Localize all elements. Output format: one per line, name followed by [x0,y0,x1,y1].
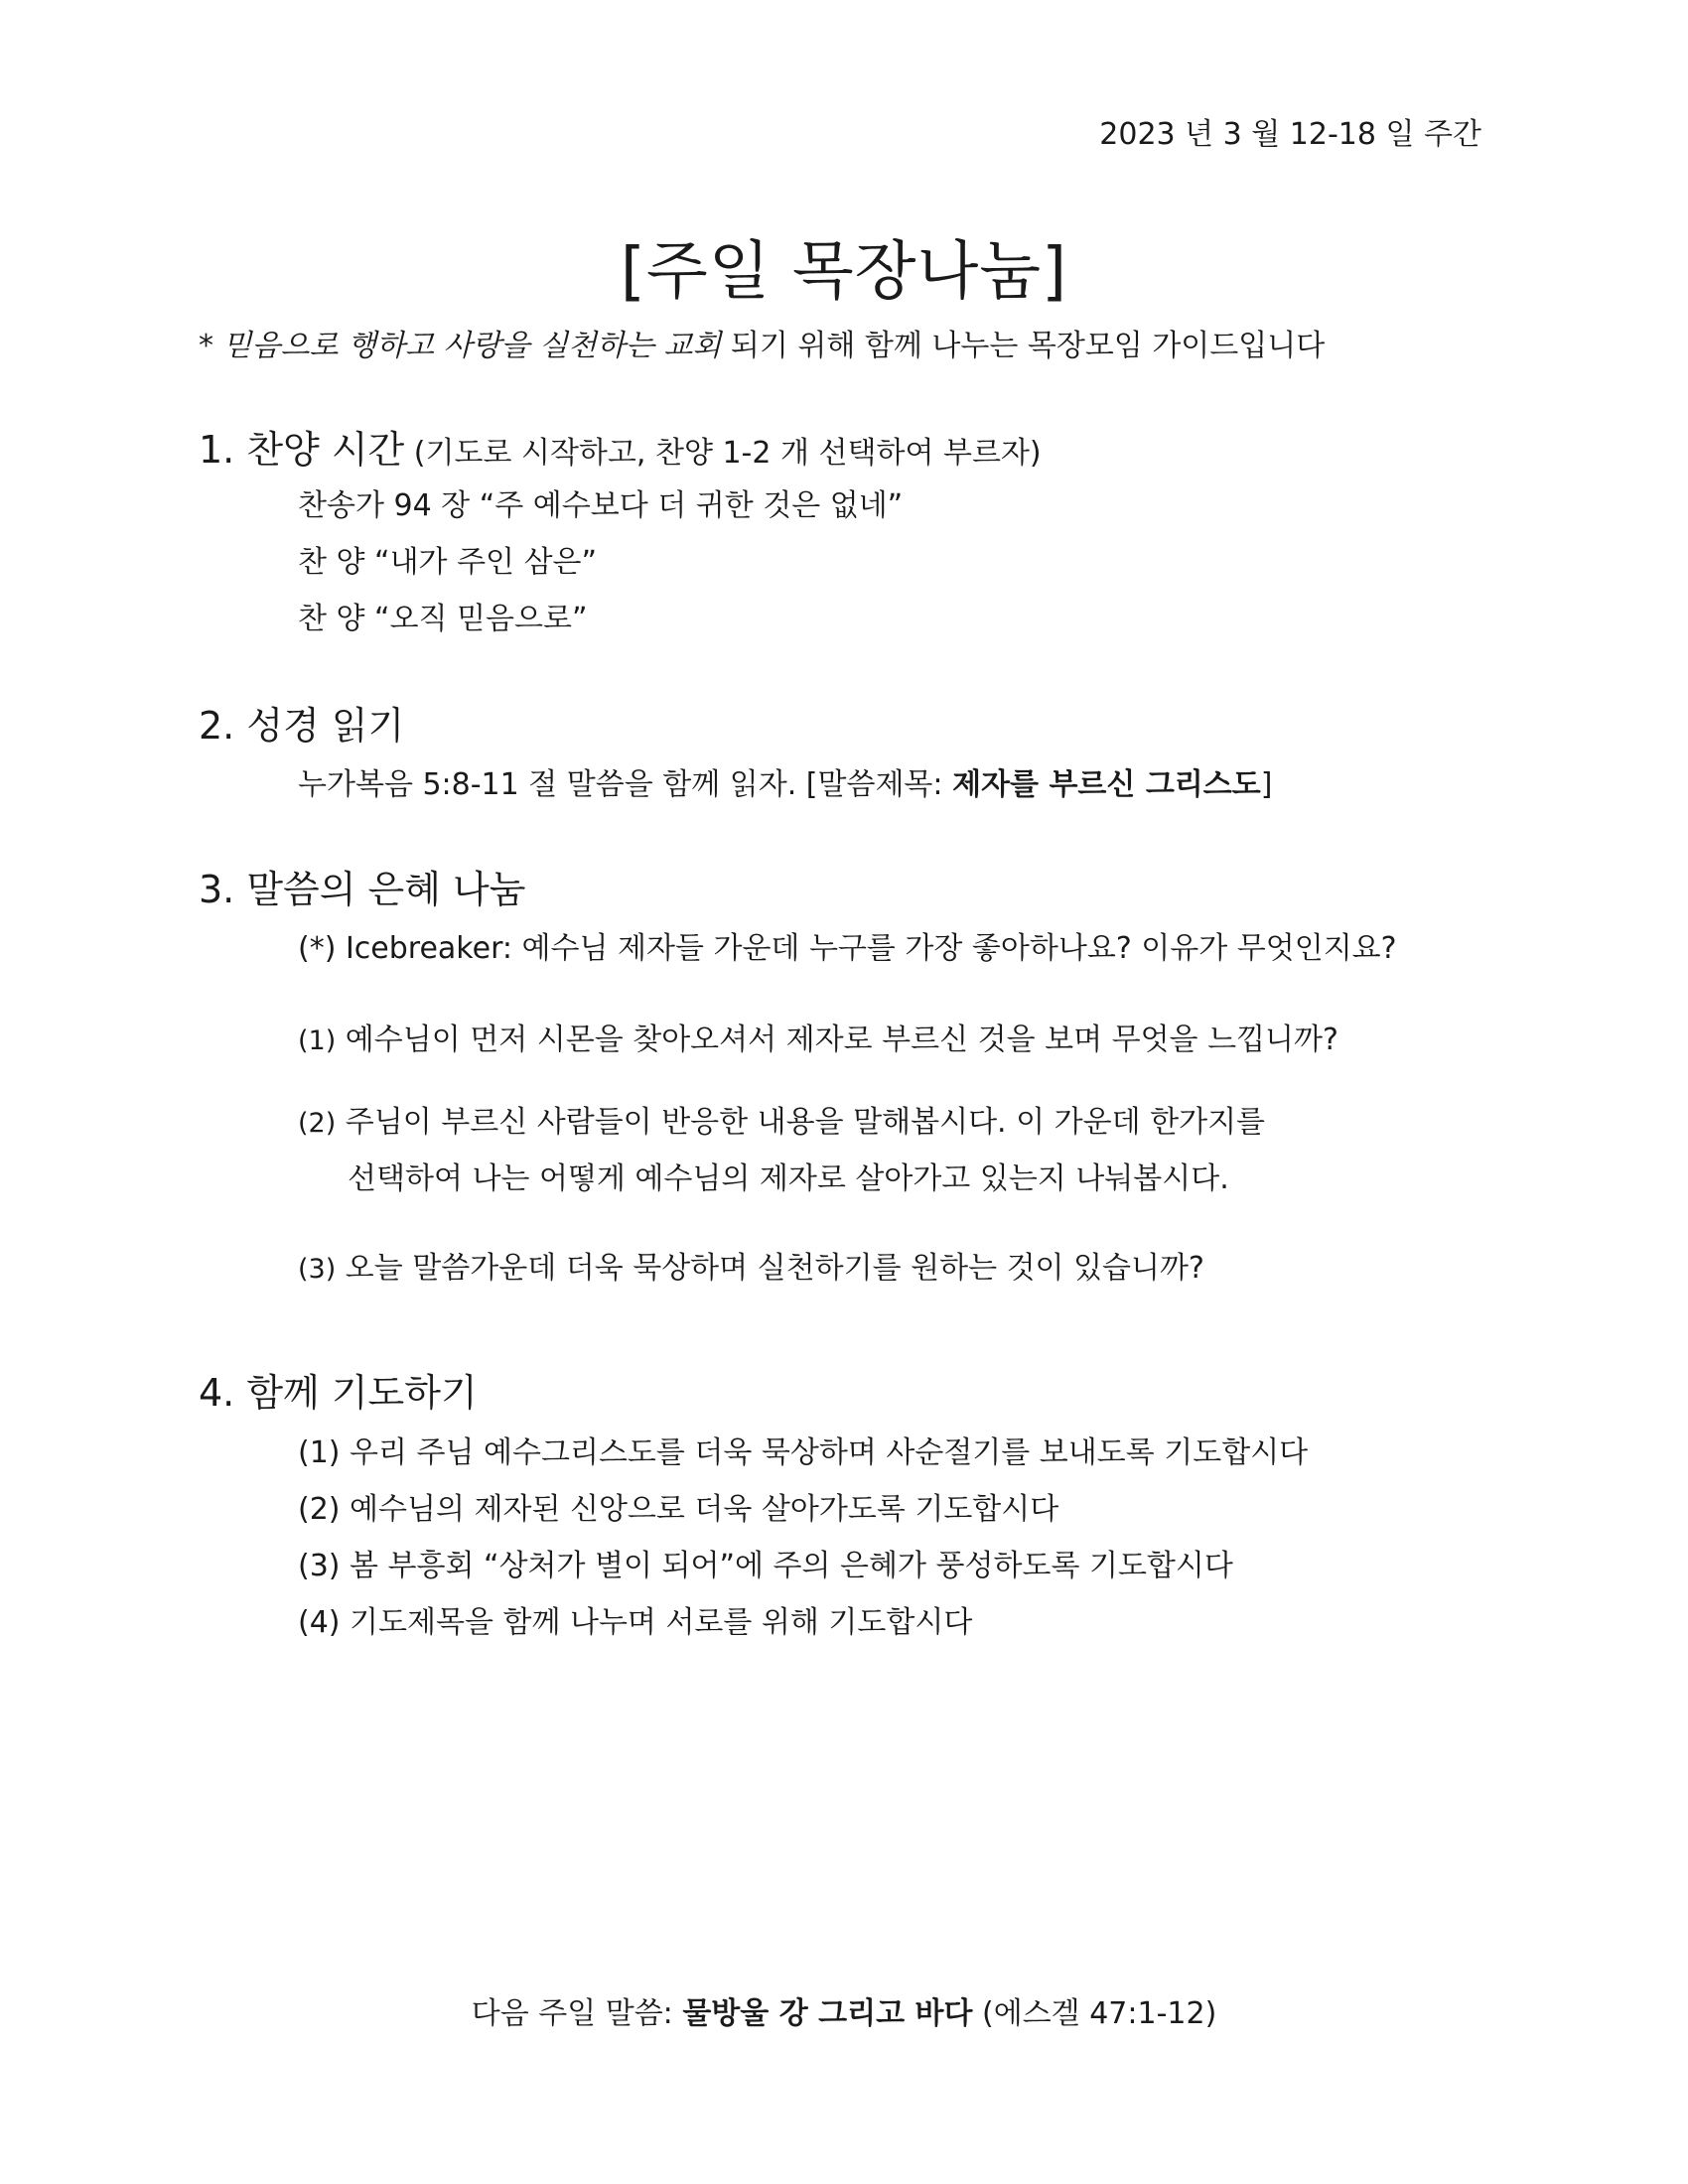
question-2-text: 주님이 부르신 사람들이 반응한 내용을 말해봅시다. 이 가운데 한가지를 [336,1105,1266,1140]
hymn-item: 찬송가 94 장 “주 예수보다 더 귀한 것은 없네” [298,488,904,523]
question-1-number: (1) [298,1025,337,1056]
question-2 [298,1097,1265,1141]
question-2-number: (2) [298,1108,337,1139]
question-1-text: 예수님이 먼저 시몬을 찾아오셔서 제자로 부르신 것을 보며 무엇을 느낍니까? [336,1023,1338,1057]
next-week-sermon [0,1988,1688,2032]
section-1-heading [199,419,1042,474]
next-week-label: 다음 주일 말씀: [471,1996,683,2031]
prayer-item: (3) 봄 부흥회 “상처가 별이 되어”에 주의 은혜가 풍성하도록 기도합시다 [298,1549,1233,1583]
question-3 [298,1243,1204,1287]
reading-line [298,759,1272,803]
next-week-reference: (에스겔 47:1-12) [972,1996,1217,2031]
prayer-item: (1) 우리 주님 예수그리스도를 더욱 묵상하며 사순절기를 보내도록 기도합시다 [298,1435,1309,1470]
reading-text: 누가복음 5:8-11 절 말씀을 함께 읽자. [말씀제목: [298,767,953,802]
question-3-number: (3) [298,1254,337,1285]
section-2-heading: 2. 성경 읽기 [199,704,405,748]
hymn-item: 찬 양 “내가 주인 삼은” [298,545,598,580]
icebreaker-question: (*) Icebreaker: 예수님 제자들 가운데 누구를 가장 좋아하나요? 이유가 무엇인지요? [298,931,1397,966]
question-2-continued: 선택하여 나는 어떻게 예수님의 제자로 살아가고 있는지 나눠봅시다. [348,1161,1229,1196]
prayer-item: (2) 예수님의 제자된 신앙으로 더욱 살아가도록 기도합시다 [298,1492,1059,1527]
intro-italic: 믿음으로 행하고 사랑을 실천하는 교회 [222,329,722,363]
intro-text [199,321,1325,364]
question-3-text: 오늘 말씀가운데 더욱 묵상하며 실천하기를 원하는 것이 있습니까? [336,1251,1204,1286]
hymn-item: 찬 양 “오직 믿음으로” [298,602,588,636]
question-1 [298,1015,1338,1058]
prayer-item: (4) 기도제목을 함께 나누며 서로를 위해 기도합시다 [298,1605,973,1640]
reading-close: ] [1260,767,1273,802]
intro-rest: 되기 위해 함께 나누는 목장모임 가이드입니다 [721,329,1326,363]
section-4-heading: 4. 함께 기도하기 [199,1371,478,1415]
sermon-title: 제자를 부르신 그리스도 [952,767,1261,802]
section-3-heading: 3. 말씀의 은혜 나눔 [199,868,526,911]
section-1-sub: (기도로 시작하고, 찬양 1-2 개 선택하여 부르자) [404,436,1042,471]
week-date: 2023 년 3 월 12-18 일 주간 [1099,117,1481,152]
next-week-title: 물방울 강 그리고 바다 [682,1996,973,2031]
page-title: [주일 목장나눔] [620,235,1068,309]
intro-star: * [199,329,223,363]
section-1-title: 1. 찬양 시간 [199,428,405,472]
